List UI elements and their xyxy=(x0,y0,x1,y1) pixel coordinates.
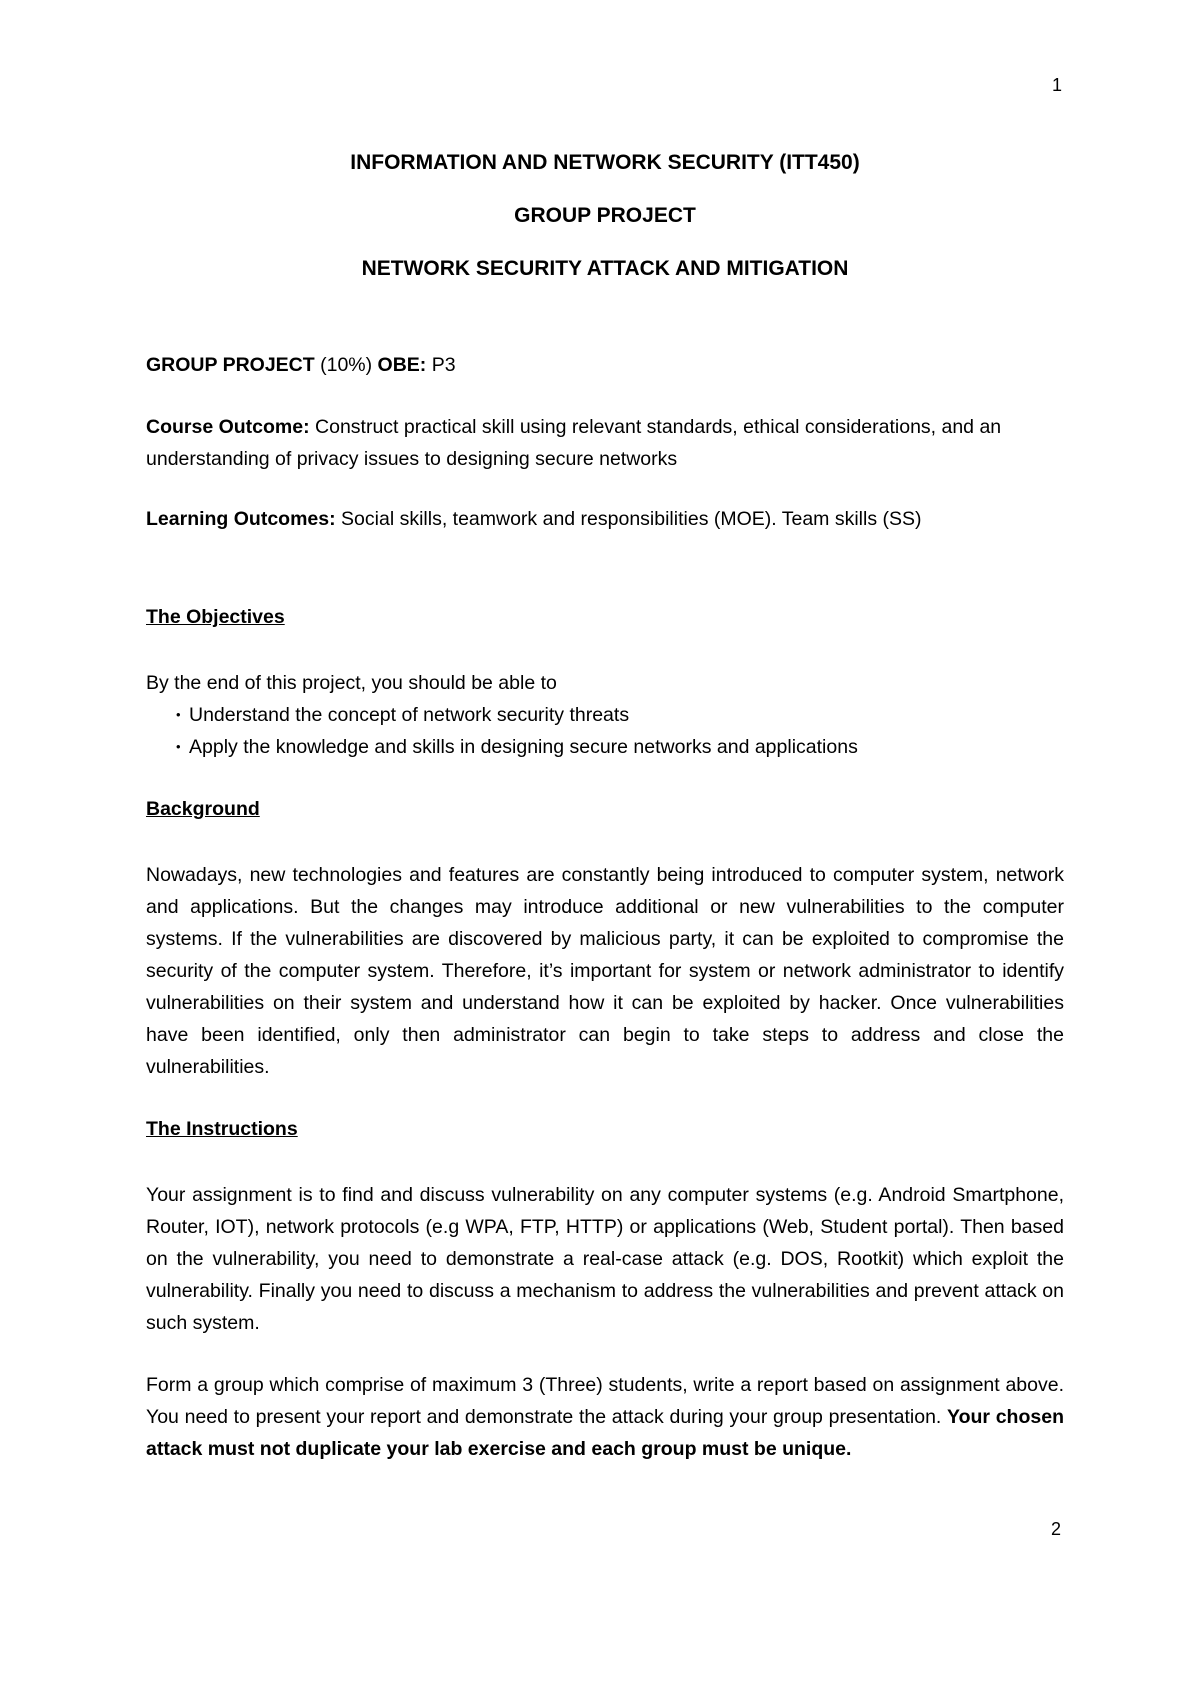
course-outcome xyxy=(146,411,1064,475)
course-title: INFORMATION AND NETWORK SECURITY (ITT450) xyxy=(350,151,860,174)
page-number-top: 1 xyxy=(1052,75,1063,95)
background-heading: Background xyxy=(146,798,260,820)
project-type: GROUP PROJECT xyxy=(514,204,696,227)
course-outcome-label: Course Outcome: xyxy=(146,416,310,438)
learning-outcomes xyxy=(146,503,1064,535)
instructions-paragraph-1: Your assignment is to find and discuss vulnerability on any computer systems (e.g. Android Smartphone, Router, IOT), network protocols (e.g WPA, FTP, HTTP) or applications (Web, Student portal). Then based on the vulnerability, you need to demonstrate a real-case attack (e.g. DOS, Rootkit) which exploit the vulnerability. Finally you need to discuss a mechanism to address the vulnerabilities and prevent attack on such system. xyxy=(146,1184,1064,1334)
instructions-paragraph-2-emphasis: Your chosen attack must not duplicate your lab exercise and each group must be unique. xyxy=(146,1406,1064,1460)
learning-outcomes-text: Social skills, teamwork and responsibilities (MOE). Team skills (SS) xyxy=(335,508,922,530)
instructions-paragraph-2 xyxy=(146,1369,1064,1465)
group-project-label: GROUP PROJECT xyxy=(146,354,315,376)
group-project-line xyxy=(146,349,1064,381)
course-outcome-text: Construct practical skill using relevant standards, ethical considerations, and an understanding of privacy issues to designing secure networks xyxy=(146,416,1002,470)
bullet-icon: • xyxy=(176,707,181,722)
instructions-heading: The Instructions xyxy=(146,1118,298,1140)
page-number-bottom: 2 xyxy=(1051,1519,1062,1539)
background-paragraph: Nowadays, new technologies and features are constantly being introduced to computer system, network and applications. But the changes may introduce additional or new vulnerabilities to the computer systems. If the vulnerabilities are discovered by malicious party, it can be exploited to compromise the security of the computer system. Therefore, it’s important for system or network administrator to identify vulnerabilities on their system and understand how it can be exploited by hacker. Once vulnerabilities have been identified, only then administrator can begin to take steps to address and close the vulnerabilities. xyxy=(146,864,1064,1078)
objective-text: Understand the concept of network security threats xyxy=(189,704,630,726)
objectives-heading: The Objectives xyxy=(146,606,285,628)
learning-outcomes-label: Learning Outcomes: xyxy=(146,508,336,530)
title-block xyxy=(146,150,1064,282)
project-title: NETWORK SECURITY ATTACK AND MITIGATION xyxy=(361,257,849,280)
objective-text: Apply the knowledge and skills in designing secure networks and applications xyxy=(189,736,858,758)
objectives-intro: By the end of this project, you should be able to xyxy=(146,672,557,694)
list-item xyxy=(176,731,1064,763)
document-content xyxy=(146,150,1064,1495)
list-item xyxy=(176,699,1064,731)
obe-value: P3 xyxy=(426,354,456,376)
bullet-icon: • xyxy=(176,739,181,754)
obe-label: OBE: xyxy=(377,354,427,376)
instructions-paragraph-2-text: Form a group which comprise of maximum 3 (Three) students, write a report based on assignment above. You need to present your report and demonstrate the attack during your group presentation. xyxy=(146,1374,1064,1428)
group-project-weight: (10%) xyxy=(314,354,378,376)
objectives-list xyxy=(146,699,1064,763)
